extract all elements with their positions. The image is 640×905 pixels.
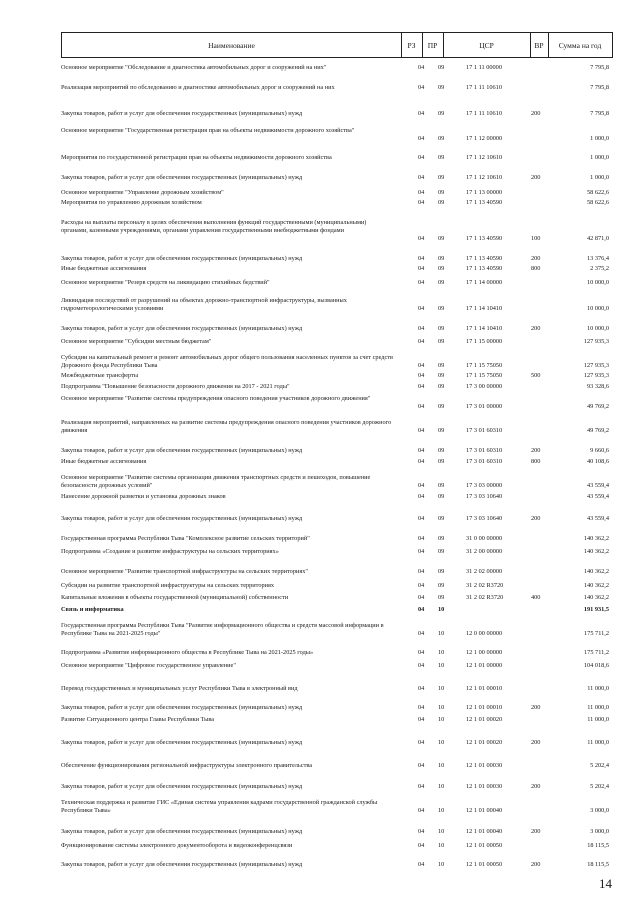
row-pr: 09 [438, 174, 445, 181]
table-row [61, 548, 613, 556]
row-pr: 09 [438, 84, 445, 91]
row-sum: 140 362,2 [583, 548, 609, 555]
row-csr: 12 1 01 00020 [466, 716, 503, 723]
row-rz: 04 [418, 606, 425, 613]
row-sum: 10 000,0 [586, 279, 609, 286]
row-rz: 04 [418, 861, 425, 868]
row-name: Основное мероприятие "Развитие системы предупреждения опасного поведения участников дорожного движения" [61, 395, 371, 402]
row-name: Реализация мероприятий по обследованию и диагностике автомобильных дорог и сооружений на них [61, 84, 335, 91]
row-csr: 17 1 13 40590 [466, 265, 503, 272]
row-vr: 200 [531, 447, 541, 454]
row-name: Субсидии на развитие транспортной инфраструктуры на сельских территориях [61, 582, 275, 589]
row-sum: 10 000,0 [586, 325, 609, 332]
row-name: Закупка товаров, работ и услуг для обеспечения государственных (муниципальных) нужд [61, 739, 303, 746]
row-rz: 04 [418, 704, 425, 711]
table-row [61, 325, 613, 333]
row-rz: 04 [418, 515, 425, 522]
row-csr: 17 1 12 10610 [466, 174, 503, 181]
row-pr: 09 [438, 265, 445, 272]
row-csr: 17 1 15 00000 [466, 338, 503, 345]
table-row [61, 474, 613, 490]
row-rz: 04 [418, 685, 425, 692]
row-rz: 04 [418, 447, 425, 454]
row-sum: 1 000,0 [590, 154, 609, 161]
row-name: Основное мероприятие "Развитие системы организации движения транспортных средств и пешеходов, повышение безопасности дорожных условий" [61, 474, 371, 489]
table-row [61, 458, 613, 466]
row-name: Нанесение дорожной разметки и установка дорожных знаков [61, 493, 226, 500]
table-row [61, 568, 613, 576]
row-csr: 17 3 01 60310 [466, 458, 503, 465]
row-pr: 09 [438, 493, 445, 500]
row-csr: 17 3 01 60310 [466, 447, 503, 454]
row-csr: 12 1 01 00000 [466, 662, 503, 669]
row-pr: 10 [438, 828, 445, 835]
row-pr: 09 [438, 154, 445, 161]
row-pr: 09 [438, 447, 445, 454]
table-row [61, 255, 613, 263]
row-sum: 3 000,0 [590, 828, 609, 835]
row-sum: 127 935,3 [583, 372, 609, 379]
row-pr: 10 [438, 807, 445, 814]
row-sum: 127 935,3 [583, 362, 609, 369]
table-row [61, 861, 613, 869]
table-row [61, 535, 613, 543]
row-vr: 800 [531, 458, 541, 465]
row-rz: 04 [418, 64, 425, 71]
row-pr: 09 [438, 548, 445, 555]
row-pr: 09 [438, 235, 445, 242]
row-pr: 09 [438, 427, 445, 434]
row-name: Закупка товаров, работ и услуг для обеспечения государственных (муниципальных) нужд [61, 704, 303, 711]
header-sum: Сумма на год [558, 41, 602, 50]
row-csr: 17 1 15 75050 [466, 372, 503, 379]
header-pr: ПР [427, 41, 438, 50]
row-sum: 40 108,6 [586, 458, 609, 465]
row-sum: 11 000,0 [587, 739, 609, 746]
row-name: Закупка товаров, работ и услуг для обеспечения государственных (муниципальных) нужд [61, 110, 303, 117]
row-sum: 11 000,0 [587, 704, 609, 711]
row-sum: 140 362,2 [583, 594, 609, 601]
table-row [61, 447, 613, 455]
row-sum: 5 202,4 [590, 762, 609, 769]
row-rz: 04 [418, 535, 425, 542]
row-pr: 10 [438, 783, 445, 790]
row-name: Иные бюджетные ассигнования [61, 458, 147, 465]
row-name: Обеспечение функционирования региональной инфраструктуры электронного правительства [61, 762, 313, 769]
row-rz: 04 [418, 762, 425, 769]
table-row [61, 279, 613, 287]
row-sum: 191 931,5 [583, 606, 609, 613]
row-rz: 04 [418, 649, 425, 656]
row-rz: 04 [418, 265, 425, 272]
table-row [61, 110, 613, 118]
table-header [61, 32, 613, 58]
row-name: Функционирование системы электронного документооборота и видеоконференцсвязи [61, 842, 293, 849]
row-rz: 04 [418, 458, 425, 465]
row-csr: 17 1 13 40590 [466, 255, 503, 262]
row-sum: 140 362,2 [583, 568, 609, 575]
row-sum: 1 000,0 [590, 174, 609, 181]
row-pr: 09 [438, 362, 445, 369]
row-pr: 09 [438, 594, 445, 601]
row-rz: 04 [418, 305, 425, 312]
row-rz: 04 [418, 110, 425, 117]
row-pr: 10 [438, 704, 445, 711]
row-csr: 17 3 03 00000 [466, 482, 503, 489]
row-name: Закупка товаров, работ и услуг для обеспечения государственных (муниципальных) нужд [61, 783, 303, 790]
row-rz: 04 [418, 427, 425, 434]
table-row [61, 762, 613, 770]
row-vr: 200 [531, 515, 541, 522]
row-name: Подпрограмма "Повышение безопасности дорожного движения на 2017 - 2021 годы" [61, 383, 290, 390]
table-row [61, 783, 613, 791]
row-rz: 04 [418, 338, 425, 345]
row-vr: 500 [531, 372, 541, 379]
row-name: Иные бюджетные ассигнования [61, 265, 147, 272]
row-csr: 31 2 00 00000 [466, 548, 503, 555]
row-rz: 04 [418, 493, 425, 500]
row-rz: 04 [418, 582, 425, 589]
row-csr: 31 2 02 R3720 [466, 594, 504, 601]
row-sum: 104 018,6 [583, 662, 609, 669]
row-pr: 09 [438, 325, 445, 332]
row-csr: 17 1 14 10410 [466, 325, 503, 332]
row-pr: 09 [438, 64, 445, 71]
row-sum: 140 362,2 [583, 535, 609, 542]
row-pr: 10 [438, 842, 445, 849]
row-rz: 04 [418, 594, 425, 601]
row-csr: 31 0 00 00000 [466, 535, 503, 542]
row-rz: 04 [418, 189, 425, 196]
table-row [61, 199, 613, 207]
row-name: Расходы на выплаты персоналу в целях обеспечения выполнения функций государственными (муниципальными) органами, казенными учреждениями, органами управления государственными внебюджетными фондами [61, 219, 367, 234]
row-pr: 09 [438, 482, 445, 489]
row-name: Закупка товаров, работ и услуг для обеспечения государственных (муниципальных) нужд [61, 255, 303, 262]
row-name: Государственная программа Республики Тыва "Комплексное развитие сельских территорий" [61, 535, 310, 542]
row-rz: 04 [418, 235, 425, 242]
row-name: Основное мероприятие "Управление дорожным хозяйством" [61, 189, 224, 196]
row-vr: 200 [531, 110, 541, 117]
row-pr: 10 [438, 716, 445, 723]
row-csr: 12 1 01 00030 [466, 762, 503, 769]
table-row [61, 799, 613, 815]
row-pr: 10 [438, 739, 445, 746]
table-row [61, 606, 613, 614]
row-sum: 13 376,4 [586, 255, 609, 262]
row-name: Подпрограмма «Создание и развитие инфраструктуры на сельских территориях» [61, 548, 279, 555]
table-row [61, 154, 613, 162]
table-row [61, 582, 613, 590]
row-sum: 1 000,0 [590, 135, 609, 142]
row-sum: 18 115,5 [587, 861, 609, 868]
table-row [61, 493, 613, 501]
row-sum: 9 660,6 [590, 447, 609, 454]
row-pr: 09 [438, 383, 445, 390]
row-rz: 04 [418, 255, 425, 262]
row-csr: 12 1 01 00010 [466, 704, 503, 711]
row-rz: 04 [418, 568, 425, 575]
row-csr: 12 1 01 00020 [466, 739, 503, 746]
table-row [61, 174, 613, 182]
row-vr: 200 [531, 739, 541, 746]
table-row [61, 685, 613, 693]
row-rz: 04 [418, 807, 425, 814]
row-rz: 04 [418, 154, 425, 161]
table-row [61, 297, 613, 313]
row-rz: 04 [418, 630, 425, 637]
row-name: Техническая поддержка и развитие ГИС «Единая система управления кадрами государственной гражданской службы Республики Тыва» [61, 799, 378, 814]
row-csr: 12 1 01 00010 [466, 685, 503, 692]
row-csr: 31 2 02 R3720 [466, 582, 504, 589]
row-name: Подпрограмма «Развитие информационного общества в Республике Тыва на 2021-2025 годы» [61, 649, 314, 656]
header-csr: ЦСР [479, 41, 494, 50]
row-csr: 12 1 01 00040 [466, 828, 503, 835]
table-row [61, 419, 613, 435]
row-rz: 04 [418, 362, 425, 369]
row-csr: 12 1 01 00050 [466, 842, 503, 849]
row-name: Закупка товаров, работ и услуг для обеспечения государственных (муниципальных) нужд [61, 447, 303, 454]
row-rz: 04 [418, 482, 425, 489]
row-vr: 400 [531, 594, 541, 601]
row-name: Развитие Ситуационного центра Главы Республики Тыва [61, 716, 215, 723]
row-sum: 58 622,6 [586, 199, 609, 206]
row-rz: 04 [418, 548, 425, 555]
row-name: Субсидии на капитальный ремонт и ремонт автомобильных дорог общего пользования населенных пунктов за счет средств Дорожного фонда Республики Тыва [61, 354, 394, 369]
table-row [61, 189, 613, 197]
row-vr: 200 [531, 255, 541, 262]
row-name: Закупка товаров, работ и услуг для обеспечения государственных (муниципальных) нужд [61, 174, 303, 181]
row-csr: 12 1 00 00000 [466, 649, 503, 656]
row-csr: 17 1 14 00000 [466, 279, 503, 286]
row-name: Основное мероприятие "Резерв средств на ликвидацию стихийных бедствий" [61, 279, 270, 286]
row-name: Связь и информатика [61, 606, 124, 613]
row-rz: 04 [418, 135, 425, 142]
row-csr: 17 3 01 00000 [466, 403, 503, 410]
row-name: Капитальные вложения в объекты государственной (муниципальной) собственности [61, 594, 289, 601]
row-sum: 43 559,4 [586, 482, 609, 489]
table-row [61, 372, 613, 380]
row-pr: 09 [438, 338, 445, 345]
table-row [61, 704, 613, 712]
header-vr: ВР [534, 41, 544, 50]
row-csr: 17 1 13 00000 [466, 189, 503, 196]
row-vr: 200 [531, 783, 541, 790]
row-csr: 12 0 00 00000 [466, 630, 503, 637]
row-pr: 09 [438, 403, 445, 410]
row-rz: 04 [418, 842, 425, 849]
row-name: Перевод государственных и муниципальных услуг Республики Тыва в электронный вид [61, 685, 298, 692]
row-rz: 04 [418, 325, 425, 332]
row-vr: 200 [531, 704, 541, 711]
row-csr: 17 3 00 00000 [466, 383, 503, 390]
row-pr: 10 [438, 662, 445, 669]
row-pr: 09 [438, 515, 445, 522]
row-name: Закупка товаров, работ и услуг для обеспечения государственных (муниципальных) нужд [61, 515, 303, 522]
row-name: Основное мероприятие "Государственная регистрация прав на объекты недвижимости дорожного хозяйства" [61, 127, 355, 134]
row-csr: 17 3 03 10640 [466, 515, 503, 522]
row-pr: 10 [438, 685, 445, 692]
table-row [61, 594, 613, 602]
header-name: Наименование [208, 41, 255, 50]
row-sum: 175 711,2 [584, 630, 609, 637]
row-csr: 17 1 11 10610 [466, 110, 502, 117]
row-name: Основное мероприятие "Субсидии местным бюджетам" [61, 338, 212, 345]
row-rz: 04 [418, 403, 425, 410]
row-vr: 200 [531, 861, 541, 868]
row-csr: 17 1 13 40590 [466, 199, 503, 206]
row-sum: 3 000,0 [590, 807, 609, 814]
row-pr: 10 [438, 861, 445, 868]
table-row [61, 265, 613, 273]
row-pr: 09 [438, 199, 445, 206]
row-csr: 12 1 01 00040 [466, 807, 503, 814]
row-sum: 43 559,4 [586, 493, 609, 500]
row-pr: 10 [438, 606, 445, 613]
header-rz: РЗ [407, 41, 416, 50]
table-row [61, 383, 613, 391]
row-rz: 04 [418, 279, 425, 286]
row-sum: 2 375,2 [590, 265, 609, 272]
row-name: Закупка товаров, работ и услуг для обеспечения государственных (муниципальных) нужд [61, 828, 303, 835]
row-sum: 7 795,8 [590, 110, 609, 117]
row-rz: 04 [418, 383, 425, 390]
row-pr: 09 [438, 568, 445, 575]
table-row [61, 842, 613, 850]
table-row [61, 395, 613, 411]
row-pr: 10 [438, 630, 445, 637]
row-pr: 09 [438, 279, 445, 286]
row-pr: 10 [438, 762, 445, 769]
row-csr: 12 1 01 00030 [466, 783, 503, 790]
row-sum: 93 328,6 [586, 383, 609, 390]
row-name: Государственная программа Республики Тыва "Развитие информационного общества и средств массовой информации в Республике Тыва на 2021-2025 годы" [61, 622, 384, 637]
table-row [61, 622, 613, 638]
row-vr: 100 [531, 235, 541, 242]
table-row [61, 64, 613, 72]
row-sum: 127 935,3 [583, 338, 609, 345]
table-row [61, 716, 613, 724]
row-name: Мероприятия по управлению дорожным хозяйством [61, 199, 202, 206]
row-pr: 09 [438, 135, 445, 142]
row-vr: 200 [531, 174, 541, 181]
row-rz: 04 [418, 716, 425, 723]
row-csr: 17 1 14 10410 [466, 305, 503, 312]
row-pr: 09 [438, 582, 445, 589]
row-name: Межбюджетные трансферты [61, 372, 139, 379]
row-sum: 10 000,0 [586, 305, 609, 312]
table-row [61, 828, 613, 836]
row-rz: 04 [418, 84, 425, 91]
row-sum: 42 871,0 [586, 235, 609, 242]
row-pr: 09 [438, 255, 445, 262]
row-sum: 11 000,0 [587, 685, 609, 692]
row-pr: 09 [438, 458, 445, 465]
row-vr: 200 [531, 325, 541, 332]
row-sum: 49 769,2 [586, 403, 609, 410]
row-name: Реализация мероприятий, направленных на развитие системы предупреждения опасного поведения участников дорожного движения [61, 419, 392, 434]
table-row [61, 515, 613, 523]
row-sum: 7 795,8 [590, 84, 609, 91]
row-csr: 17 1 13 40590 [466, 235, 503, 242]
row-vr: 200 [531, 828, 541, 835]
row-csr: 17 1 12 00000 [466, 135, 503, 142]
row-csr: 17 1 11 00000 [466, 64, 502, 71]
table-row [61, 739, 613, 747]
row-sum: 58 622,6 [586, 189, 609, 196]
table-row [61, 649, 613, 657]
row-name: Основное мероприятие "Цифровое государственное управление" [61, 662, 236, 669]
row-rz: 04 [418, 174, 425, 181]
row-sum: 43 559,4 [586, 515, 609, 522]
row-pr: 09 [438, 305, 445, 312]
row-rz: 04 [418, 739, 425, 746]
row-csr: 17 1 11 10610 [466, 84, 502, 91]
table-row [61, 127, 613, 143]
page-number: 14 [599, 876, 612, 891]
row-csr: 17 3 01 60310 [466, 427, 503, 434]
row-csr: 17 1 12 10610 [466, 154, 503, 161]
table-row [61, 219, 613, 243]
row-csr: 31 2 02 00000 [466, 568, 503, 575]
row-pr: 09 [438, 535, 445, 542]
row-sum: 140 362,2 [583, 582, 609, 589]
table-row [61, 338, 613, 346]
row-sum: 18 115,5 [587, 842, 609, 849]
row-csr: 12 1 01 00050 [466, 861, 503, 868]
table-row [61, 354, 613, 370]
row-rz: 04 [418, 828, 425, 835]
row-pr: 10 [438, 649, 445, 656]
row-name: Закупка товаров, работ и услуг для обеспечения государственных (муниципальных) нужд [61, 861, 303, 868]
row-csr: 17 3 03 10640 [466, 493, 503, 500]
row-sum: 175 711,2 [584, 649, 609, 656]
row-sum: 11 000,0 [587, 716, 609, 723]
row-pr: 09 [438, 110, 445, 117]
table-row [61, 84, 613, 92]
row-vr: 800 [531, 265, 541, 272]
row-rz: 04 [418, 783, 425, 790]
row-rz: 04 [418, 662, 425, 669]
row-sum: 49 769,2 [586, 427, 609, 434]
table-row [61, 662, 613, 670]
row-name: Мероприятия по государственной регистрации прав на объекты недвижимости дорожного хозяйства [61, 154, 332, 161]
row-name: Закупка товаров, работ и услуг для обеспечения государственных (муниципальных) нужд [61, 325, 303, 332]
row-sum: 5 202,4 [590, 783, 609, 790]
row-pr: 09 [438, 372, 445, 379]
row-sum: 7 795,8 [590, 64, 609, 71]
row-name: Ликвидация последствий от разрушений на объектах дорожно-транспортной инфраструктуры, вызванных гидрометеорологическими условиями [61, 297, 347, 312]
row-name: Основное мероприятие "Развитие транспортной инфраструктуры на сельских территориях" [61, 568, 308, 575]
row-name: Основное мероприятие "Обследование и диагностика автомобильных дорог и сооружений на них" [61, 64, 327, 71]
row-csr: 17 1 15 75050 [466, 362, 503, 369]
row-rz: 04 [418, 372, 425, 379]
row-rz: 04 [418, 199, 425, 206]
row-pr: 09 [438, 189, 445, 196]
